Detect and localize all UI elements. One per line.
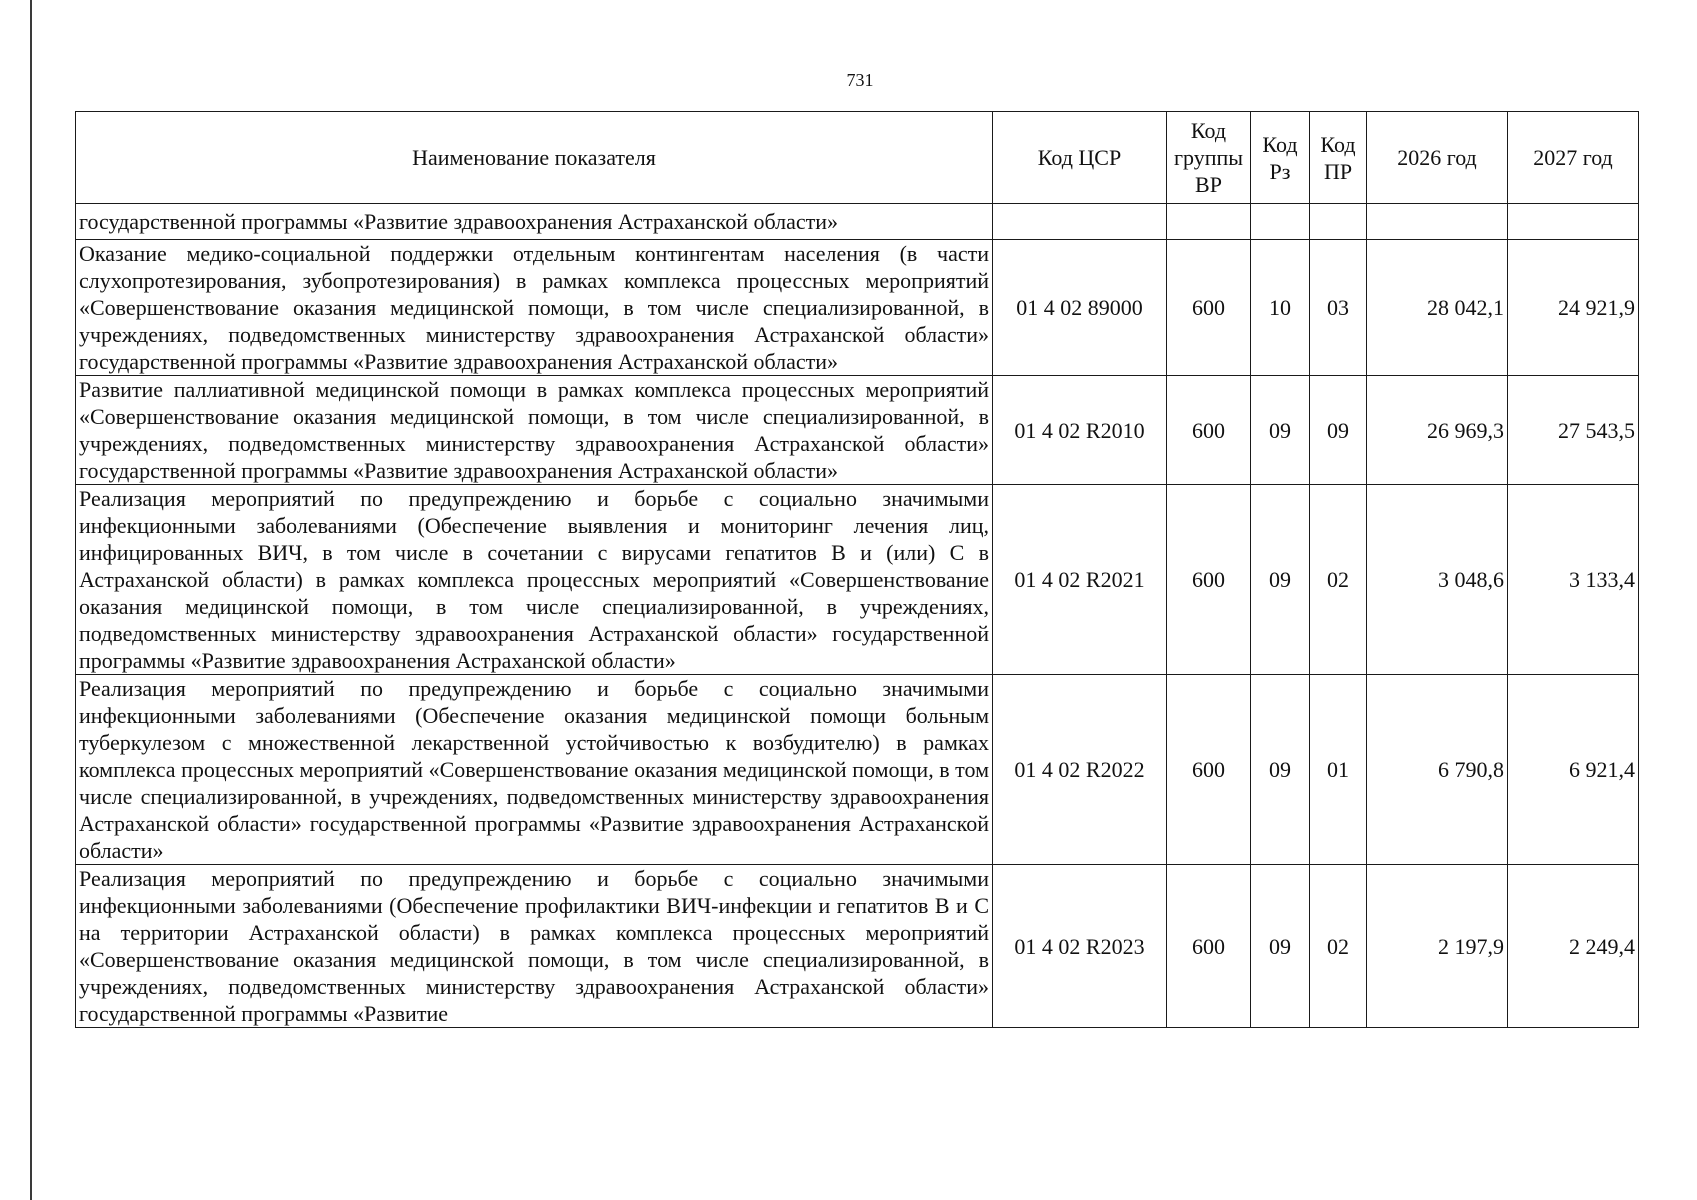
page-number: 731 [846,70,874,90]
empty-cell [1367,204,1508,240]
row-name: Реализация мероприятий по предупреждению и борьбе с социально значимыми инфекционными заболеваниями (Обеспечение профилактики ВИЧ-инфекции и гепатитов В и С на территории Астраханской области) в рамках комплекса процессных мероприятий «Совершенствование оказания медицинской помощи, в том числе специализированной, в учреждениях, подведомственных министерству здравоохранения Астраханской области» государственной программы «Развитие [76,865,993,1028]
row-vr: 600 [1167,675,1251,865]
table-row [76,675,1639,865]
empty-cell [1251,204,1310,240]
empty-cell [1310,204,1367,240]
row-name: Развитие паллиативной медицинской помощи в рамках комплекса процессных мероприятий «Совершенствование оказания медицинской помощи, в том числе специализированной, в учреждениях, подведомственных министерству здравоохранения Астраханской области» государственной программы «Развитие здравоохранения Астраханской области» [76,376,993,485]
row-pr: 02 [1310,865,1367,1028]
row-rz: 09 [1251,376,1310,485]
row-csr: 01 4 02 R2023 [993,865,1167,1028]
header-csr: Код ЦСР [993,112,1167,204]
row-vr: 600 [1167,485,1251,675]
header-2027: 2027 год [1508,112,1639,204]
table-row [76,485,1639,675]
row-rz: 09 [1251,485,1310,675]
table-header-row [76,112,1639,204]
header-name: Наименование показателя [76,112,993,204]
row-csr: 01 4 02 R2022 [993,675,1167,865]
table-row [76,376,1639,485]
row-vr: 600 [1167,865,1251,1028]
row-name: Реализация мероприятий по предупреждению и борьбе с социально значимыми инфекционными заболеваниями (Обеспечение оказания медицинской помощи больным туберкулезом с множественной лекарственной устойчивостью к возбудителю) в рамках комплекса процессных мероприятий «Совершенствование оказания медицинской помощи, в том числе специализированной, в учреждениях, подведомственных министерству здравоохранения Астраханской области» государственной программы «Развитие здравоохранения Астраханской области» [76,675,993,865]
row-2026: 28 042,1 [1367,240,1508,376]
continuation-text: государственной программы «Развитие здравоохранения Астраханской области» [76,204,993,240]
row-2027: 3 133,4 [1508,485,1639,675]
header-2026: 2026 год [1367,112,1508,204]
row-pr: 02 [1310,485,1367,675]
header-pr: Код ПР [1310,112,1367,204]
header-vr: Код группы ВР [1167,112,1251,204]
row-rz: 09 [1251,865,1310,1028]
row-2026: 2 197,9 [1367,865,1508,1028]
row-rz: 09 [1251,675,1310,865]
row-csr: 01 4 02 R2010 [993,376,1167,485]
row-name: Оказание медико-социальной поддержки отдельным контингентам населения (в части слухопротезирования, зубопротезирования) в рамках комплекса процессных мероприятий «Совершенствование оказания медицинской помощи, в том числе специализированной, в учреждениях, подведомственных министерству здравоохранения Астраханской области» государственной программы «Развитие здравоохранения Астраханской области» [76,240,993,376]
row-2027: 2 249,4 [1508,865,1639,1028]
row-csr: 01 4 02 89000 [993,240,1167,376]
binding-margin-line [30,0,32,1200]
row-vr: 600 [1167,240,1251,376]
budget-table [75,111,1639,1028]
row-pr: 03 [1310,240,1367,376]
empty-cell [993,204,1167,240]
table-row-continuation [76,204,1639,240]
row-csr: 01 4 02 R2021 [993,485,1167,675]
row-rz: 10 [1251,240,1310,376]
row-2026: 26 969,3 [1367,376,1508,485]
row-2027: 6 921,4 [1508,675,1639,865]
row-pr: 01 [1310,675,1367,865]
row-2027: 27 543,5 [1508,376,1639,485]
row-vr: 600 [1167,376,1251,485]
empty-cell [1167,204,1251,240]
table-row [76,240,1639,376]
row-2026: 3 048,6 [1367,485,1508,675]
row-2026: 6 790,8 [1367,675,1508,865]
row-name: Реализация мероприятий по предупреждению и борьбе с социально значимыми инфекционными заболеваниями (Обеспечение выявления и мониторинг лечения лиц, инфицированных ВИЧ, в том числе в сочетании с вирусами гепатитов В и (или) С в Астраханской области) в рамках комплекса процессных мероприятий «Совершенствование оказания медицинской помощи, в том числе специализированной, в учреждениях, подведомственных министерству здравоохранения Астраханской области» государственной программы «Развитие здравоохранения Астраханской области» [76,485,993,675]
header-rz: Код Рз [1251,112,1310,204]
empty-cell [1508,204,1639,240]
table-row [76,865,1639,1028]
row-pr: 09 [1310,376,1367,485]
row-2027: 24 921,9 [1508,240,1639,376]
